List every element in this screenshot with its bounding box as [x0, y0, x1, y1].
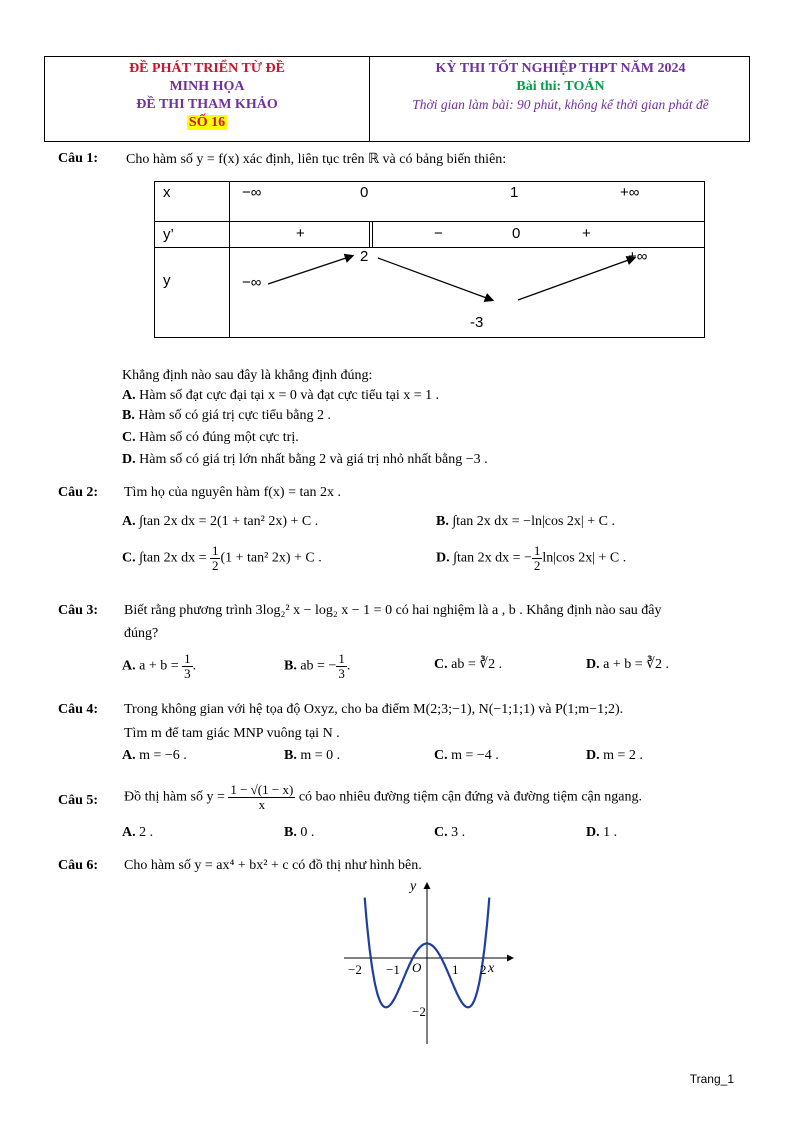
q2-option-d-pre: ∫tan 2x dx = −: [453, 550, 532, 566]
q5-stem-pre: Đồ thị hàm số y =: [124, 789, 229, 805]
q4-label: Câu 4:: [58, 702, 99, 717]
vt-double-bar: [369, 222, 373, 248]
q1-prompt: Khẳng định nào sau đây là khẳng định đúng:: [122, 368, 373, 383]
q4-option-c-key: C.: [434, 748, 448, 763]
q5-option-d: [586, 825, 617, 841]
q5-option-b-key: B.: [284, 825, 297, 840]
q1-stem: Cho hàm số y = f(x) xác định, liên tục trên ℝ và có bảng biến thiên:: [126, 152, 507, 167]
q4-option-b-text: m = 0 .: [300, 748, 341, 763]
variation-table: [154, 181, 705, 338]
vt-row-label-y: y: [155, 248, 230, 338]
header-left-line2: MINH HỌA: [169, 79, 245, 94]
q4-option-c-text: m = −4 .: [451, 748, 499, 763]
q2-option-c: [122, 544, 322, 573]
vt-arrow-up-1: [268, 256, 352, 284]
q4-stem-line2: Tìm m để tam giác MNP vuông tại N .: [124, 726, 340, 741]
q2-option-c-post: (1 + tan² 2x) + C .: [220, 550, 322, 566]
q2-option-d-fraction: [532, 544, 543, 573]
q2-option-d-den: 2: [533, 558, 541, 573]
q3-option-a: [122, 652, 196, 681]
q3-label: Câu 3:: [58, 603, 99, 618]
q2-option-a-key: A.: [122, 514, 136, 529]
q2-option-c-fraction: [210, 544, 221, 573]
q3-option-b-post: .: [346, 658, 351, 674]
vt-row-label-x: x: [155, 182, 230, 222]
q2-option-b-key: B.: [436, 514, 449, 529]
q3-option-b: [284, 652, 350, 681]
q5-den: x: [258, 797, 266, 812]
q4-option-a-key: A.: [122, 748, 136, 763]
q2-option-b: [436, 514, 615, 530]
q4-option-d-text: m = 2 .: [603, 748, 643, 763]
q1-option-a-key: A.: [122, 388, 136, 403]
q1-option-b: [122, 408, 331, 424]
q3-option-a-fraction: [182, 652, 193, 681]
graph-y-label: y: [410, 879, 417, 894]
vt-x-0: 0: [360, 184, 369, 201]
q2-option-a-text: ∫tan 2x dx = 2(1 + tan² 2x) + C .: [139, 514, 319, 529]
q4-option-a-text: m = −6 .: [139, 748, 187, 763]
q3-option-b-pre: ab = −: [300, 658, 337, 674]
vt-y-pos-inf: +∞: [628, 248, 648, 265]
q5-option-b-text: 0 .: [300, 825, 315, 840]
q1-option-c-text: Hàm số có đúng một cực trị.: [139, 430, 299, 445]
q1-label: Câu 1:: [58, 151, 99, 166]
q3-option-b-den: 3: [338, 666, 345, 681]
q1-option-c: [122, 430, 299, 446]
q4-option-b-key: B.: [284, 748, 297, 763]
vt-y-neg-inf: −∞: [242, 274, 262, 291]
q2-option-d: [436, 544, 626, 573]
q5-option-a: [122, 825, 153, 841]
q2-option-c-pre: ∫tan 2x dx =: [139, 550, 210, 566]
q3-option-c-text: ab = ∛2 .: [451, 657, 503, 672]
q3-option-c-key: C.: [434, 657, 448, 672]
header-left-line4-wrap: [45, 114, 369, 132]
q3-option-b-fraction: [336, 652, 347, 681]
q4-option-c: [434, 748, 499, 764]
vt-x-neg-inf: −∞: [242, 184, 262, 201]
q2-option-c-num: 1: [211, 543, 219, 558]
vt-x-pos-inf: +∞: [620, 184, 640, 201]
q5-fraction: [228, 783, 295, 812]
q3-option-a-post: .: [192, 658, 197, 674]
q3-option-a-key: A.: [122, 658, 136, 674]
q3-option-d-key: D.: [586, 657, 600, 672]
page-number: Trang_1: [689, 1072, 734, 1086]
exam-subject: Bài thi: TOÁN: [516, 79, 605, 94]
q5-option-a-text: 2 .: [139, 825, 154, 840]
q6-label: Câu 6:: [58, 858, 99, 873]
q4-stem-line1: Trong không gian với hệ tọa độ Oxyz, cho ba điểm M(2;3;−1), N(−1;1;1) và P(1;m−1;2).: [124, 702, 624, 717]
q2-option-d-num: 1: [533, 543, 541, 558]
q1-option-d-text: Hàm số có giá trị lớn nhất bằng 2 và giá trị nhỏ nhất bằng −3 .: [139, 452, 488, 467]
vt-arrow-up-2: [518, 258, 634, 300]
q3-option-a-num: 1: [184, 651, 191, 666]
exam-header: [44, 56, 750, 142]
header-left-line1: ĐỀ PHÁT TRIỂN TỪ ĐỀ: [129, 61, 285, 76]
graph-origin-label: O: [412, 960, 422, 975]
q3-stem-line2: đúng?: [124, 626, 159, 641]
q2-option-a: [122, 514, 318, 530]
q5-option-d-text: 1 .: [603, 825, 618, 840]
q1-option-a-text: Hàm số đạt cực đại tại x = 0 và đạt cực tiểu tại x = 1 .: [139, 388, 440, 403]
graph-tick-neg2: −2: [348, 962, 362, 977]
q1-option-d-key: D.: [122, 452, 136, 467]
q1-option-b-key: B.: [122, 408, 135, 423]
q1-option-c-key: C.: [122, 430, 136, 445]
q5-option-c: [434, 825, 465, 841]
vt-y-min: -3: [470, 314, 484, 331]
q1-option-a: [122, 388, 439, 404]
vt-sign-plus-1: +: [296, 225, 305, 242]
q2-label: Câu 2:: [58, 485, 99, 500]
q2-option-b-text: ∫tan 2x dx = −ln|cos 2x| + C .: [452, 514, 615, 529]
header-left-line3: ĐỀ THI THAM KHẢO: [136, 97, 278, 112]
q5-option-c-text: 3 .: [451, 825, 466, 840]
q6-stem: Cho hàm số y = ax⁴ + bx² + c có đồ thị như hình bên.: [124, 858, 422, 873]
q4-option-d: [586, 748, 643, 764]
q2-option-c-key: C.: [122, 550, 136, 566]
q3-option-d: [586, 656, 669, 673]
q5-stem: [124, 783, 642, 812]
q5-option-a-key: A.: [122, 825, 136, 840]
q3-option-a-den: 3: [184, 666, 191, 681]
q1-option-b-text: Hàm số có giá trị cực tiểu bằng 2 .: [138, 408, 331, 423]
graph-tick-neg1: −1: [386, 962, 400, 977]
q5-num: 1 − √(1 − x): [230, 782, 294, 797]
exam-number: SỐ 16: [188, 115, 226, 130]
vt-sign-minus: −: [434, 225, 443, 242]
q5-stem-post: có bao nhiêu đường tiệm cận đứng và đường tiệm cận ngang.: [295, 789, 642, 805]
vt-sign-plus-2: +: [582, 225, 591, 242]
exam-time: Thời gian làm bài: 90 phút, không kể thời gian phát đề: [412, 97, 709, 112]
q4-option-b: [284, 748, 340, 764]
q3-option-a-pre: a + b =: [139, 658, 183, 674]
vt-row-label-yprime: y’: [155, 222, 230, 248]
quartic-graph: [340, 876, 520, 1048]
q5-option-c-key: C.: [434, 825, 448, 840]
graph-tick-2: 2: [480, 962, 487, 977]
graph-tick-y-neg2: −2: [412, 1004, 426, 1019]
q2-option-c-den: 2: [211, 558, 219, 573]
q3-option-c: [434, 656, 502, 673]
graph-x-label: x: [488, 961, 495, 976]
graph-tick-1: 1: [452, 962, 459, 977]
vt-arrows: [230, 248, 710, 338]
q4-option-d-key: D.: [586, 748, 600, 763]
q5-label: Câu 5:: [58, 793, 99, 808]
q5-option-d-key: D.: [586, 825, 600, 840]
vt-x-1: 1: [510, 184, 519, 201]
q3-stem-line1: Biết rằng phương trình 3log₂² x − log₂ x − 1 = 0 có hai nghiệm là a , b . Khẳng định nào sau đây: [124, 603, 662, 618]
vt-arrow-down: [378, 258, 492, 300]
q2-option-d-post: ln|cos 2x| + C .: [542, 550, 627, 566]
q3-option-b-num: 1: [338, 651, 345, 666]
q1-option-d: [122, 452, 488, 468]
q3-option-b-key: B.: [284, 658, 297, 674]
q2-stem: Tìm họ của nguyên hàm f(x) = tan 2x .: [124, 485, 342, 500]
exam-title: KỲ THI TỐT NGHIỆP THPT NĂM 2024: [435, 61, 686, 76]
vt-sign-zero: 0: [512, 225, 521, 242]
q5-option-b: [284, 825, 314, 841]
q3-option-d-text: a + b = ∛2 .: [603, 657, 670, 672]
q2-option-d-key: D.: [436, 550, 450, 566]
vt-y-max: 2: [360, 248, 369, 265]
q4-option-a: [122, 748, 187, 764]
